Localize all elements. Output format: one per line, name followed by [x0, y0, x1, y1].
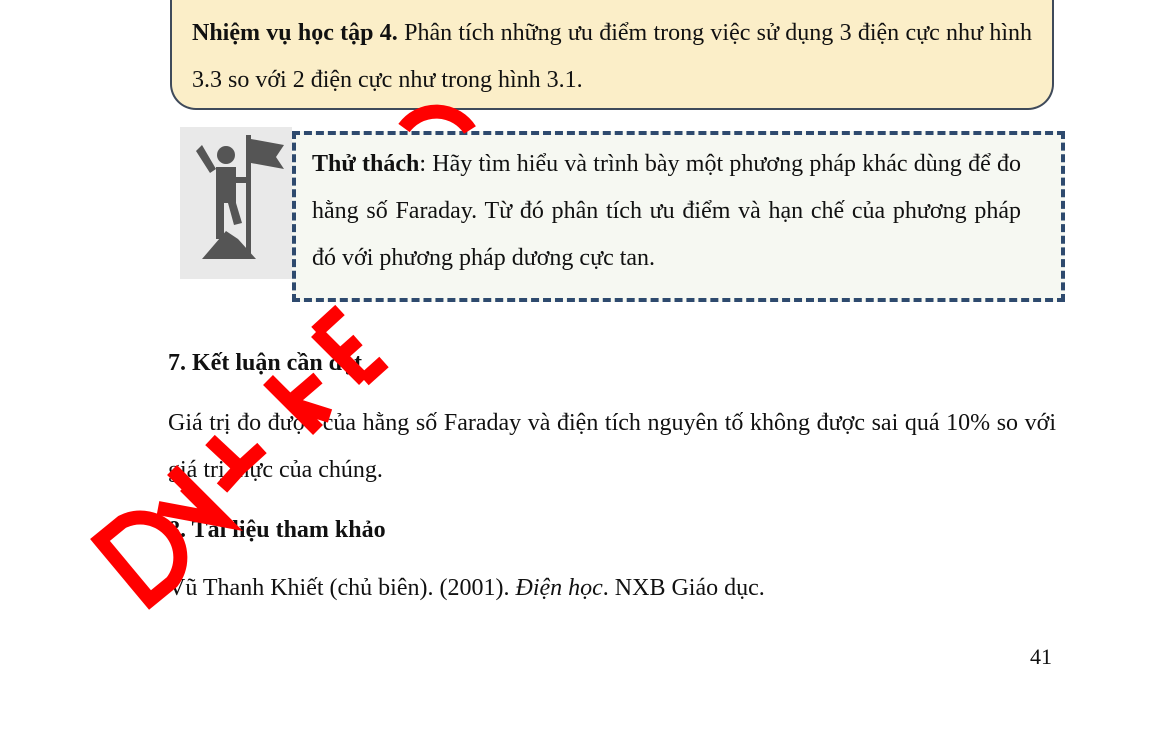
section-7-body: Giá trị đo được của hằng số Faraday và điện tích nguyên tố không được sai quá 10% so với giá trị thực của chúng.	[168, 410, 1056, 483]
section-8-title: 8. Tài liệu tham khảo	[168, 517, 386, 543]
section-7-title: 7. Kết luận cần đạt	[168, 350, 363, 376]
task-label: Nhiệm vụ học tập 4.	[192, 20, 398, 46]
reference-item	[168, 565, 1056, 612]
task-box	[170, 0, 1054, 110]
climber-with-flag-icon	[180, 127, 292, 279]
reference-prefix: Vũ Thanh Khiết (chủ biên). (2001).	[168, 575, 516, 601]
challenge-text: : Hãy tìm hiểu và trình bày một phương pháp khác dùng để đo hằng số Faraday. Từ đó phân tích ưu điểm và hạn chế của phương pháp đó với phương pháp dương cực tan.	[312, 151, 1021, 271]
task-text: Phân tích những ưu điểm trong việc sử dụng 3 điện cực như hình 3.3 so với 2 điện cực như trong hình 3.1.	[192, 20, 1033, 93]
challenge-label: Thử thách	[312, 151, 420, 177]
page-number: 41	[1030, 644, 1052, 669]
reference-suffix: . NXB Giáo dục.	[602, 575, 765, 601]
reference-title: Điện học	[515, 575, 603, 601]
challenge-box	[292, 131, 1065, 302]
